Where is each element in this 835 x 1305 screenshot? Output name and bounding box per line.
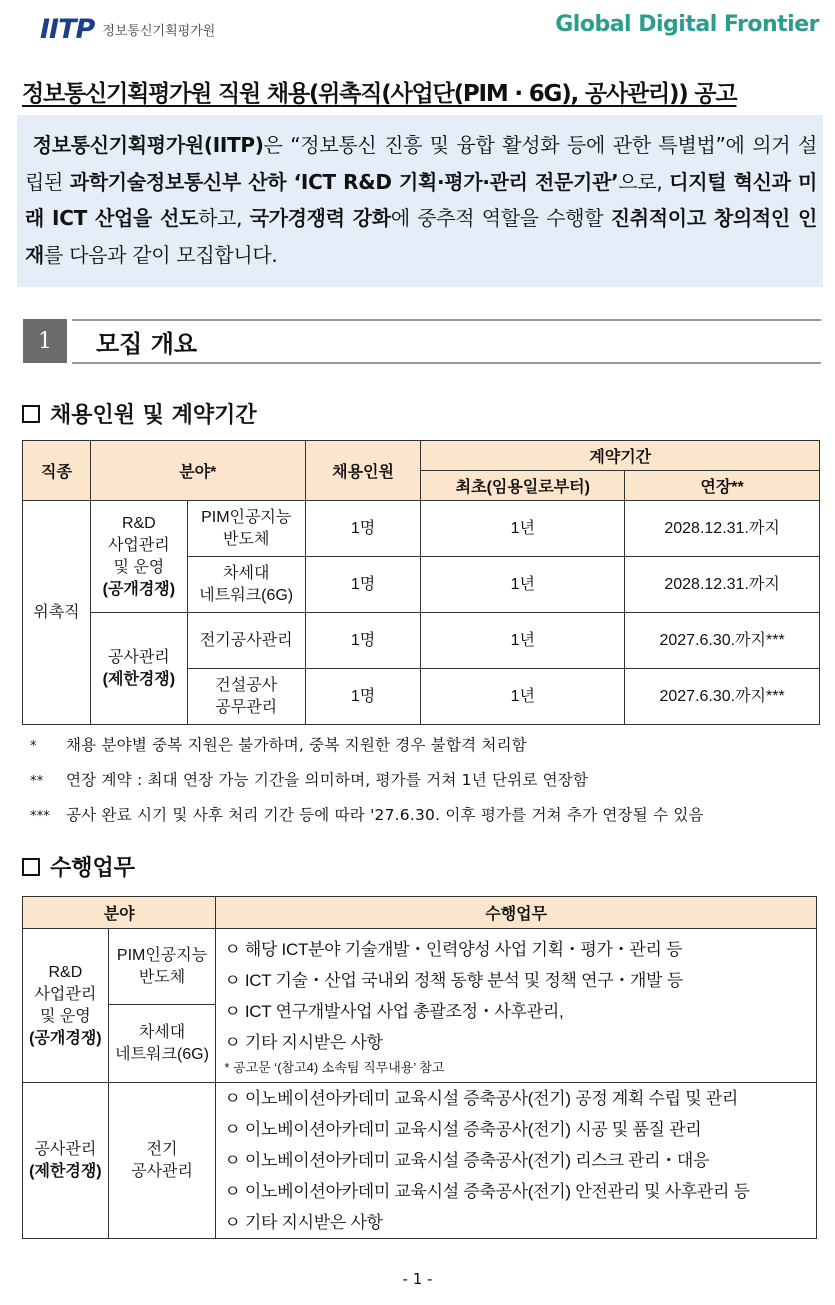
field-cell — [187, 669, 305, 725]
subfield-line: 전기 — [146, 1140, 178, 1158]
group-line: (공개경쟁) — [102, 580, 176, 598]
note-text: 연장 계약 : 최대 연장 가능 기간을 의미하며, 평가를 거쳐 1년 단위로 연장함 — [66, 771, 589, 789]
tasks-cell — [216, 1083, 817, 1239]
header-tasks: 수행업무 — [216, 897, 817, 929]
note-line — [30, 733, 527, 755]
group-line: R&D — [121, 514, 156, 532]
subfield-line: PIM인공지능 — [116, 946, 208, 964]
extension-cell: 2027.6.30.까지*** — [625, 669, 820, 725]
intro-text-5: 를 다음과 같이 모집합니다. — [44, 242, 278, 267]
group-line: 및 운영 — [113, 558, 165, 576]
subsection-recruitment — [22, 398, 257, 429]
checkbox-square-icon — [22, 405, 40, 423]
tasks-cell — [216, 929, 817, 1083]
section-divider-top — [72, 319, 821, 321]
extension-cell: 2027.6.30.까지*** — [625, 613, 820, 669]
header-initial: 최초(임용일로부터) — [421, 471, 625, 501]
initial-cell: 1년 — [421, 557, 625, 613]
recruitment-table — [22, 440, 820, 725]
note-mark: * — [30, 739, 37, 754]
group-rnd-cell — [90, 501, 187, 613]
subfield-line: 네트워크(6G) — [115, 1045, 209, 1063]
intro-innovation: 디지털 혁신과 미래 ICT 산업을 선도 — [25, 169, 818, 230]
intro-ministry: 과학기술정보통신부 산하 ‘ICT R&D 기획·평가·관리 전문기관’ — [69, 169, 619, 194]
table-row — [23, 613, 820, 669]
intro-org: 정보통신기획평가원(IITP) — [32, 133, 264, 157]
subfield-line: 차세대 — [138, 1023, 186, 1041]
subfield-cell — [108, 929, 216, 1005]
iitp-logo — [40, 14, 215, 45]
task-item: ㅇ 이노베이션아카데미 교육시설 증축공사(전기) 시공 및 품질 관리 — [224, 1120, 702, 1139]
logo-org-name: 정보통신기획평가원 — [102, 24, 216, 39]
group-line: (공개경쟁) — [29, 1029, 102, 1047]
task-item: ㅇ 해당 ICT분야 기술개발・인력양성 사업 기획・평가・관리 등 — [224, 939, 683, 959]
header-extension: 연장** — [625, 471, 820, 501]
field-cell — [187, 613, 305, 669]
note-mark: *** — [30, 809, 51, 824]
field-cell — [187, 501, 305, 557]
initial-cell: 1년 — [421, 669, 625, 725]
task-item: ㅇ 이노베이션아카데미 교육시설 증축공사(전기) 안전관리 및 사후관리 등 — [224, 1182, 750, 1201]
intro-competitiveness: 국가경쟁력 강화 — [249, 206, 391, 230]
subsection-title: 채용인원 및 계약기간 — [50, 403, 257, 428]
section-divider-bottom — [72, 362, 821, 364]
header-type: 직종 — [23, 441, 91, 501]
duties-table — [22, 896, 817, 1239]
note-text: 채용 분야별 중복 지원은 불가하며, 중복 지원한 경우 불합격 처리함 — [66, 736, 527, 754]
count-cell: 1명 — [305, 557, 421, 613]
section-title: 모집 개요 — [96, 330, 198, 358]
table-row — [23, 501, 820, 557]
subfield-cell — [108, 1005, 216, 1083]
field-cell — [187, 557, 305, 613]
slogan-logo: Global Digital Frontier — [555, 12, 819, 37]
intro-box — [17, 115, 823, 287]
task-note: * 공고문 ‘(참고4) 소속팀 직무내용’ 참고 — [224, 1059, 445, 1075]
intro-text-3: 하고, — [198, 206, 250, 230]
type-cell: 위촉직 — [23, 501, 91, 725]
task-item: ㅇ 이노베이션아카데미 교육시설 증축공사(전기) 리스크 관리・대응 — [224, 1151, 710, 1170]
count-cell: 1명 — [305, 669, 421, 725]
checkbox-square-icon — [22, 858, 40, 876]
extension-cell: 2028.12.31.까지 — [625, 501, 820, 557]
section-number: 1 — [23, 319, 67, 363]
header-count: 채용인원 — [305, 441, 421, 501]
group-line: (제한경쟁) — [102, 670, 176, 688]
logo-mark: IITP — [40, 14, 95, 45]
table-row — [23, 1083, 817, 1239]
subfield-line: 반도체 — [138, 968, 186, 986]
group-line: 사업관리 — [34, 985, 97, 1003]
group-line: R&D — [48, 963, 83, 981]
header-field: 분야 — [23, 897, 216, 929]
group-line: 및 운영 — [39, 1007, 91, 1025]
group-line: 사업관리 — [107, 536, 170, 554]
subfield-line: 공사관리 — [131, 1162, 193, 1180]
initial-cell: 1년 — [421, 613, 625, 669]
group-construction-cell — [90, 613, 187, 725]
count-cell: 1명 — [305, 613, 421, 669]
group-line: (제한경쟁) — [29, 1162, 102, 1180]
intro-text-2: 으로, — [618, 169, 670, 194]
field-line: 네트워크(6G) — [199, 586, 294, 604]
subfield-cell — [108, 1083, 216, 1239]
task-item: ㅇ 기타 지시받은 사항 — [224, 1213, 383, 1232]
task-item: ㅇ 기타 지시받은 사항 — [224, 1032, 383, 1052]
group-line: 공사관리 — [34, 1140, 97, 1158]
intro-paragraph — [25, 127, 817, 273]
header-field: 분야* — [90, 441, 305, 501]
intro-talent: 진취적이고 창의적인 인재 — [25, 206, 818, 267]
field-line: 전기공사관리 — [199, 631, 293, 649]
note-line — [30, 803, 704, 825]
task-item: ㅇ ICT 연구개발사업 사업 총괄조정・사후관리, — [224, 1001, 564, 1021]
page-title: 정보통신기획평가원 직원 채용(위촉직(사업단(PIM · 6G), 공사관리)) 공고 — [22, 81, 737, 107]
subsection-title: 수행업무 — [50, 856, 136, 881]
task-item: ㅇ 이노베이션아카데미 교육시설 증축공사(전기) 공정 계획 수립 및 관리 — [224, 1089, 738, 1108]
count-cell: 1명 — [305, 501, 421, 557]
field-line: 차세대 — [223, 564, 270, 582]
group-line: 공사관리 — [107, 648, 170, 666]
field-line: 건설공사 — [215, 676, 278, 694]
extension-cell: 2028.12.31.까지 — [625, 557, 820, 613]
intro-text-4: 에 중추적 역할을 수행할 — [390, 206, 611, 230]
field-line: 공무관리 — [215, 698, 278, 716]
header-period: 계약기간 — [421, 441, 820, 471]
initial-cell: 1년 — [421, 501, 625, 557]
group-rnd-cell — [23, 929, 109, 1083]
table-row — [23, 929, 817, 1005]
group-construction-cell — [23, 1083, 109, 1239]
intro-text-1: 은 “정보통신 진흥 및 융합 활성화 등에 관한 특별법”에 의거 설립된 — [25, 133, 817, 194]
field-line: 반도체 — [223, 530, 270, 548]
note-line — [30, 768, 588, 790]
note-text: 공사 완료 시기 및 사후 처리 기간 등에 따라 '27.6.30. 이후 평가를 거쳐 추가 연장될 수 있음 — [66, 806, 704, 824]
task-item: ㅇ ICT 기술・산업 국내외 정책 동향 분석 및 정책 연구・개발 등 — [224, 970, 683, 990]
page-number: - 1 - — [402, 1270, 433, 1288]
subsection-duties — [22, 851, 135, 882]
field-line: PIM인공지능 — [201, 508, 292, 526]
note-mark: ** — [30, 774, 44, 789]
